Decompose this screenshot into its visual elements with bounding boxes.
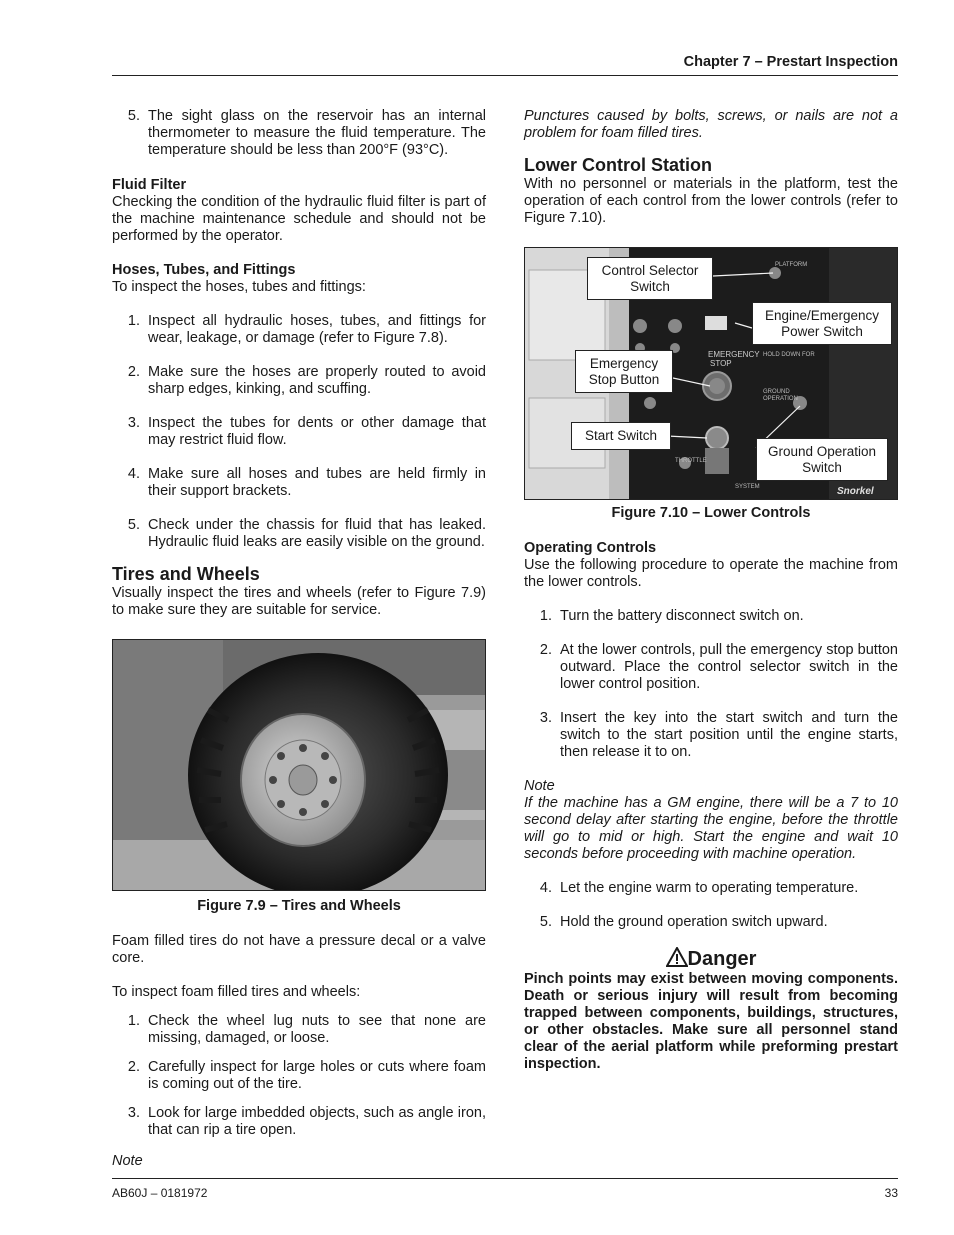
- list-item: [112, 313, 486, 347]
- list-item-text: Check the wheel lug nuts to see that none are missing, damaged, or loose.: [148, 1013, 486, 1046]
- foam-intro: To inspect foam filled tires and wheels:: [112, 984, 361, 1000]
- foam-text: Foam filled tires do not have a pressure decal or a valve core.: [112, 933, 486, 966]
- list-item-number: 1.: [127, 313, 140, 329]
- right-column: [524, 108, 898, 1073]
- list-item: [112, 364, 486, 398]
- list-item: 5. The sight glass on the reservoir has an internal thermometer to measure the fluid temperature. The temperature should be less than 200°F (93°C).: [127, 108, 486, 158]
- list-item-text: Hold the ground operation switch upward.: [560, 914, 828, 930]
- list-item: [112, 1059, 486, 1093]
- list-item-number: 2.: [127, 1059, 140, 1075]
- callout-emergency-stop: Emergency Stop Button: [575, 350, 673, 393]
- list-item-text: Inspect all hydraulic hoses, tubes, and fittings for wear, leakage, or damage (refer to Figure 7.8).: [148, 313, 486, 346]
- hoses-heading: Hoses, Tubes, and Fittings: [112, 262, 296, 278]
- list-item: [112, 1013, 486, 1047]
- hoses-steps-list: [112, 313, 486, 551]
- list-item-number: 4.: [539, 880, 552, 896]
- panel-brand-label: Snorkel: [837, 486, 874, 497]
- list-item-number: 4.: [127, 466, 140, 482]
- operating-steps-list: [524, 608, 898, 761]
- danger-text: Pinch points may exist between moving components. Death or serious injury will result from becoming trapped between components, buildings, structures, or other obstacles. Make sure all personnel stand clear of the aerial platform while preforming prestart inspection.: [524, 971, 898, 1072]
- callout-engine-emergency: Engine/Emergency Power Switch: [752, 302, 892, 345]
- list-item-number: 3.: [127, 415, 140, 431]
- header-divider: [112, 75, 898, 76]
- lower-control-intro: With no personnel or materials in the platform, test the operation of each control from the lower controls (refer to Figure 7.10).: [524, 176, 898, 226]
- warning-icon: [666, 947, 688, 967]
- callout-ground-operation: Ground Operation Switch: [756, 438, 888, 481]
- fluid-filter-heading: Fluid Filter: [112, 177, 187, 193]
- figure-7-10-caption: Figure 7.10 – Lower Controls: [611, 505, 811, 521]
- list-item-number: 1.: [127, 1013, 140, 1029]
- list-item-text: Turn the battery disconnect switch on.: [560, 608, 804, 624]
- danger-heading: Danger: [524, 947, 898, 971]
- list-item: [524, 880, 898, 897]
- list-item-text: Insert the key into the start switch and turn the switch to the start position until the engine starts, then release it to on.: [560, 710, 898, 760]
- list-item: [112, 1105, 486, 1139]
- svg-text:THROTTLE: THROTTLE: [675, 458, 707, 464]
- list-item-text: At the lower controls, pull the emergency stop button outward. Place the control selector switch in the lower control position.: [560, 642, 898, 692]
- tires-intro: Visually inspect the tires and wheels (refer to Figure 7.9) to make sure they are suitable for service.: [112, 585, 486, 618]
- operating-controls-heading: Operating Controls: [524, 540, 657, 556]
- svg-text:PLATFORM: PLATFORM: [775, 262, 808, 268]
- list-item-text: Carefully inspect for large holes or cuts where foam is coming out of the tire.: [148, 1059, 486, 1092]
- list-item: [524, 642, 898, 693]
- list-item-number: 1.: [539, 608, 552, 624]
- list-item-text: Let the engine warm to operating temperature.: [560, 880, 859, 896]
- lower-controls-photo: [524, 247, 898, 500]
- tire-photo: [112, 639, 486, 891]
- list-item: [524, 914, 898, 931]
- list-item-number: 3.: [539, 710, 552, 726]
- fluid-filter-text: Checking the condition of the hydraulic fluid filter is part of the machine maintenance schedule and should not be performed by the operator.: [112, 194, 486, 244]
- left-column: [112, 108, 486, 1170]
- list-item-text: Check under the chassis for fluid that has leaked. Hydraulic fluid leaks are easily visible on the ground.: [148, 517, 486, 550]
- chapter-title: Chapter 7 – Prestart Inspection: [683, 54, 898, 70]
- tire-wheel-image: [113, 640, 485, 890]
- svg-text:SYSTEM: SYSTEM: [735, 484, 760, 490]
- list-item: [112, 466, 486, 500]
- list-item: [524, 710, 898, 761]
- list-item-number: 5.: [539, 914, 552, 930]
- panel-emergency-label: EMERGENCY: [708, 350, 760, 359]
- list-item-number: 3.: [127, 1105, 140, 1121]
- punctures-note: Punctures caused by bolts, screws, or nails are not a problem for foam filled tires.: [524, 108, 898, 141]
- page-number: 33: [884, 1186, 898, 1200]
- svg-text:HOLD DOWN FOR: HOLD DOWN FOR: [763, 352, 815, 358]
- operating-steps-list-continued: [524, 880, 898, 931]
- list-item-text: Make sure all hoses and tubes are held firmly in their support brackets.: [148, 466, 486, 499]
- callout-start-switch: Start Switch: [571, 422, 671, 450]
- list-item: [524, 608, 898, 625]
- list-item-text: Make sure the hoses are properly routed to avoid sharp edges, kinking, and scuffing.: [148, 364, 486, 397]
- list-item-number: 2.: [127, 364, 140, 380]
- list-item-text: Look for large imbedded objects, such as angle iron, that can rip a tire open.: [148, 1105, 486, 1138]
- footer-divider: [112, 1178, 898, 1179]
- figure-7-9-caption: Figure 7.9 – Tires and Wheels: [197, 898, 401, 914]
- note-text: If the machine has a GM engine, there will be a 7 to 10 second delay after starting the engine, before the throttle will go to mid or high. Start the engine and wait 10 seconds before proceeding with machine operation.: [524, 795, 898, 862]
- list-item-number: 5.: [127, 517, 140, 533]
- panel-stop-label: STOP: [710, 359, 732, 368]
- tires-heading: Tires and Wheels: [112, 564, 260, 584]
- note-label: Note: [524, 778, 555, 794]
- callout-control-selector: Control Selector Switch: [587, 257, 713, 300]
- list-item: [112, 517, 486, 551]
- svg-text:OPERATION: OPERATION: [763, 396, 798, 402]
- svg-text:GROUND: GROUND: [763, 389, 790, 395]
- list-item-text: Inspect the tubes for dents or other damage that may restrict fluid flow.: [148, 415, 486, 448]
- operating-controls-intro: Use the following procedure to operate the machine from the lower controls.: [524, 557, 898, 590]
- hoses-intro: To inspect the hoses, tubes and fittings:: [112, 279, 366, 295]
- document-number: AB60J – 0181972: [112, 1186, 208, 1200]
- note-label: Note: [112, 1153, 143, 1169]
- lower-control-heading: Lower Control Station: [524, 155, 712, 175]
- foam-steps-list: [112, 1013, 486, 1139]
- list-item: [112, 415, 486, 449]
- list-item-number: 2.: [539, 642, 552, 658]
